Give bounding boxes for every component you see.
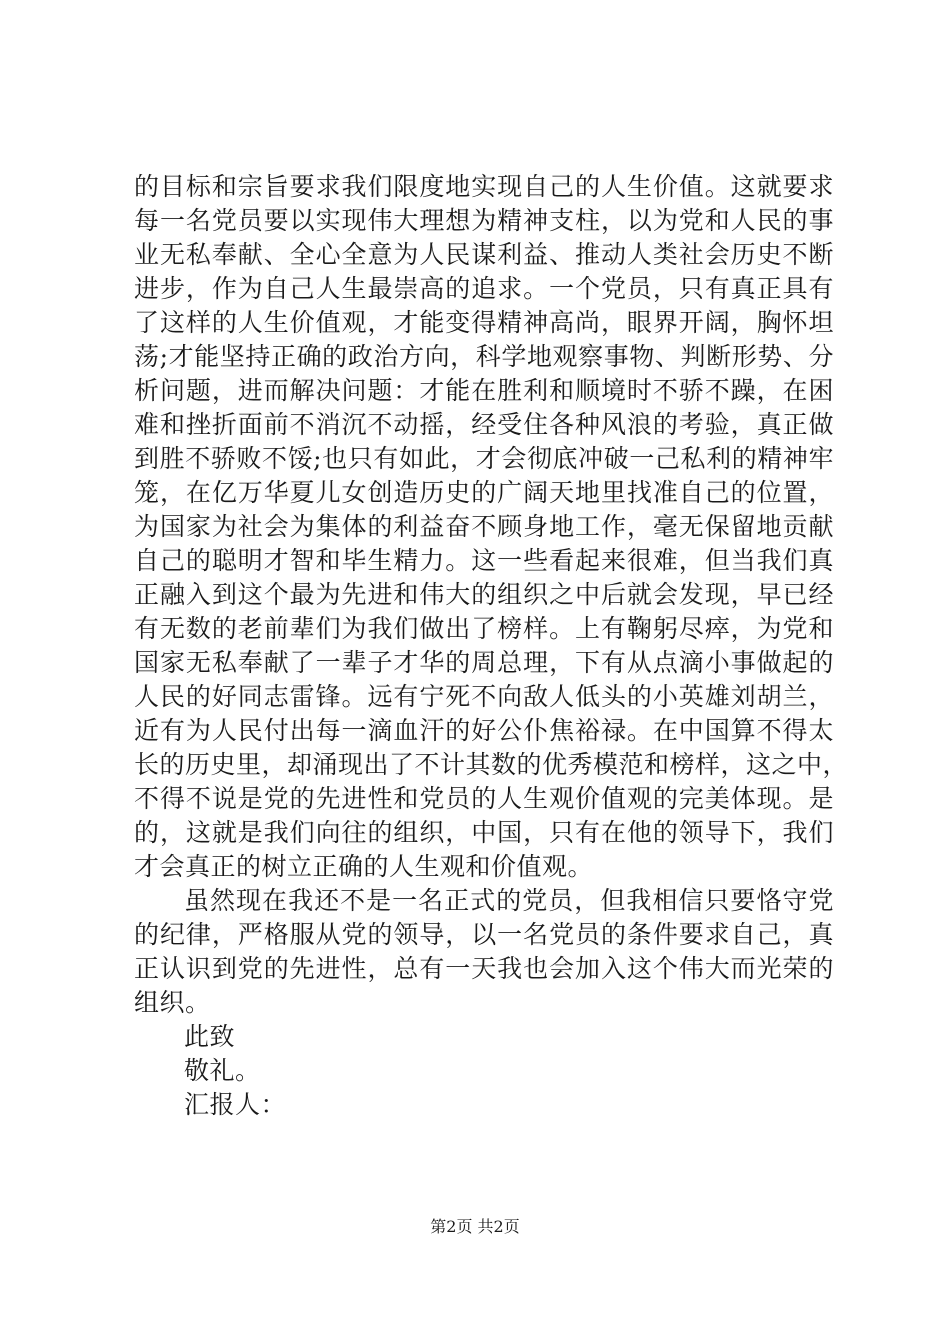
paragraph-1-line: 了这样的人生价值观，才能变得精神高尚，眼界开阔，胸怀坦 [134, 308, 834, 337]
paragraph-1-line: 为国家为社会为集体的利益奋不顾身地工作，毫无保留地贡献 [134, 512, 834, 541]
closing-reporter: 汇报人： [184, 1090, 287, 1119]
paragraph-1-line: 有无数的老前辈们为我们做出了榜样。上有鞠躬尽瘁，为党和 [134, 614, 834, 643]
paragraph-2-line: 正认识到党的先进性，总有一天我也会加入这个伟大而光荣的 [134, 954, 834, 983]
closing-salutation: 此致 [184, 1022, 236, 1051]
document-body [134, 170, 849, 1122]
paragraph-1-line: 人民的好同志雷锋。远有宁死不向敌人低头的小英雄刘胡兰， [134, 682, 834, 711]
paragraph-1-line: 进步，作为自己人生最崇高的追求。一个党员，只有真正具有 [134, 274, 834, 303]
paragraph-1-line: 正融入到这个最为先进和伟大的组织之中后就会发现，早已经 [134, 580, 834, 609]
paragraph-1-line: 难和挫折面前不消沉不动摇，经受住各种风浪的考验，真正做 [134, 410, 834, 439]
paragraph-1-line: 的目标和宗旨要求我们限度地实现自己的人生价值。这就要求 [134, 172, 834, 201]
paragraph-2-line: 虽然现在我还不是一名正式的党员，但我相信只要恪守党 [184, 886, 834, 915]
page-footer: 第2页 共2页 [430, 1217, 520, 1236]
paragraph-2-line: 的纪律，严格服从党的领导，以一名党员的条件要求自己，真 [134, 920, 834, 949]
paragraph-1-line: 业无私奉献、全心全意为人民谋利益、推动人类社会历史不断 [134, 240, 834, 269]
paragraph-1-line: 不得不说是党的先进性和党员的人生观价值观的完美体现。是 [134, 784, 834, 813]
paragraph-1-line: 荡;才能坚持正确的政治方向，科学地观察事物、判断形势、分 [134, 342, 834, 371]
paragraph-1-line: 才会真正的树立正确的人生观和价值观。 [134, 852, 594, 881]
closing-regards: 敬礼。 [184, 1056, 261, 1085]
paragraph-1-line: 到胜不骄败不馁;也只有如此，才会彻底冲破一己私利的精神牢 [134, 444, 834, 473]
paragraph-1-line: 析问题，进而解决问题：才能在胜利和顺境时不骄不躁，在困 [134, 376, 834, 405]
paragraph-1-line: 的，这就是我们向往的组织，中国，只有在他的领导下，我们 [134, 818, 834, 847]
paragraph-1-line: 自己的聪明才智和毕生精力。这一些看起来很难，但当我们真 [134, 546, 834, 575]
paragraph-1-line: 国家无私奉献了一辈子才华的周总理，下有从点滴小事做起的 [134, 648, 834, 677]
paragraph-1-line: 近有为人民付出每一滴血汗的好公仆焦裕禄。在中国算不得太 [134, 716, 834, 745]
paragraph-2-line: 组织。 [134, 988, 211, 1017]
paragraph-1-line: 每一名党员要以实现伟大理想为精神支柱，以为党和人民的事 [134, 206, 834, 235]
paragraph-1-line: 笼，在亿万华夏儿女创造历史的广阔天地里找准自己的位置， [134, 478, 834, 507]
paragraph-1-line: 长的历史里，却涌现出了不计其数的优秀模范和榜样，这之中， [134, 750, 849, 779]
